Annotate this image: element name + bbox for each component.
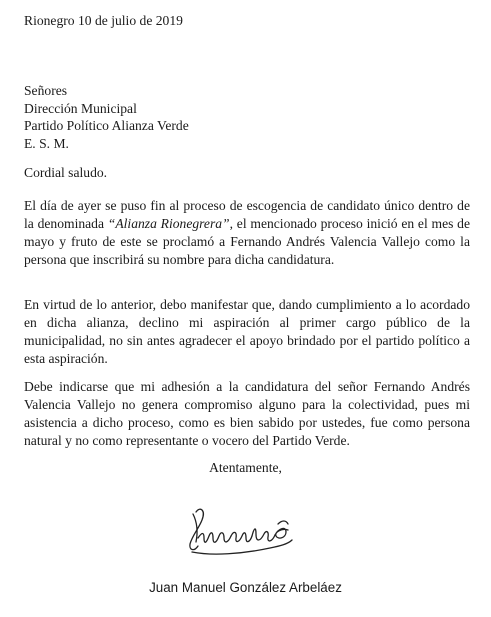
recipient-block <box>24 82 189 152</box>
greeting: Cordial saludo. <box>24 165 108 180</box>
alliance-name: “Alianza Rionegrera” <box>107 216 230 231</box>
paragraph-text: , el mencionado proceso inició en el mes de mayo y fruto de este se proclamó a Fernando Andrés Valencia Vallejo como la persona que inscribirá su nombre para dicha candidatura. <box>24 216 471 267</box>
recipient-line: Dirección Municipal <box>24 100 137 116</box>
body-paragraph-1 <box>24 197 470 269</box>
closing: Atentamente, <box>209 460 282 475</box>
letter-date: Rionegro 10 de julio de 2019 <box>24 13 183 28</box>
signer-name: Juan Manuel González Arbeláez <box>149 580 342 595</box>
paragraph-text: El día de ayer se puso fin al proceso de escogencia de candidato único dentro de la denominada <box>24 198 470 231</box>
handwritten-signature <box>182 498 300 564</box>
recipient-line: Partido Político Alianza Verde <box>24 118 189 133</box>
body-paragraph-2: En virtud de lo anterior, debo manifestar que, dando cumplimiento a lo acordado en dicha alianza, declino mi aspiración al primer cargo público de la municipalidad, no sin antes agradecer el apoyo brindado por el partido político a esta aspiración. <box>24 297 470 366</box>
recipient-line: E. S. M. <box>24 135 69 151</box>
body-paragraph-3: Debe indicarse que mi adhesión a la candidatura del señor Fernando Andrés Valencia Vallejo no genera compromiso alguno para la colectividad, pues mi asistencia a dicho proceso, como es bien sabido por ustedes, fue como persona natural y no como representante o vocero del Partido Verde. <box>24 379 470 448</box>
recipient-line: Señores <box>24 83 68 98</box>
